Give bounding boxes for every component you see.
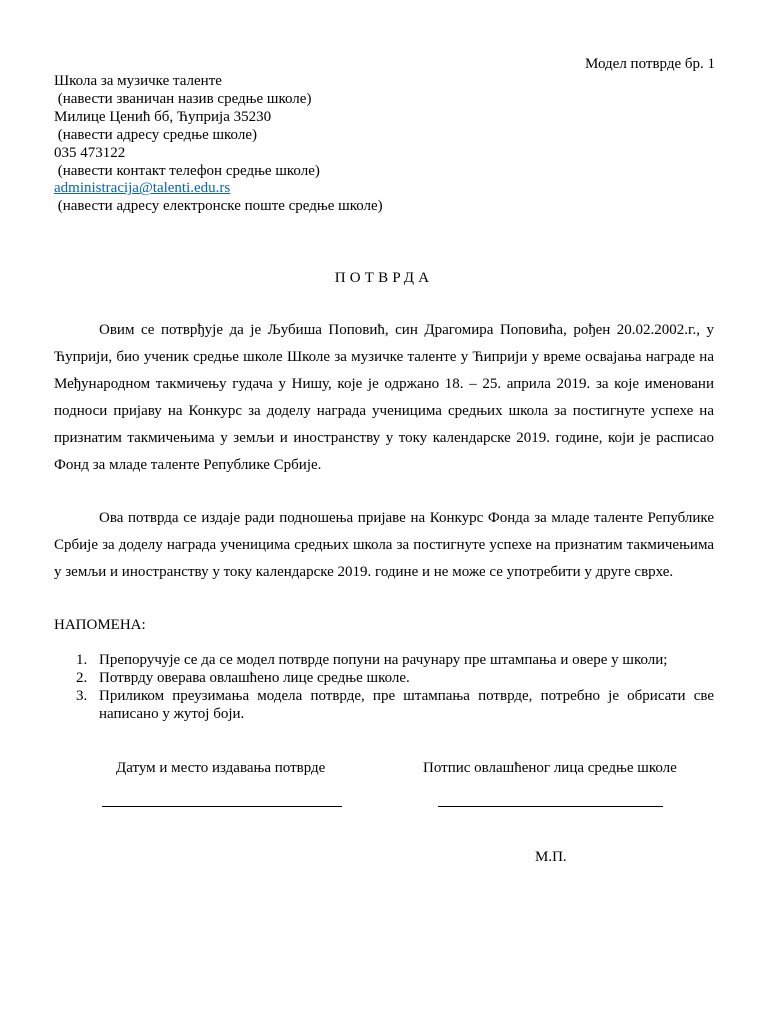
seal-mark: М.П. xyxy=(535,849,567,865)
school-name: Школа за музичке таленте xyxy=(54,73,222,89)
note-item xyxy=(54,669,714,687)
school-phone-hint: (навести контакт телефон средње школе) xyxy=(54,162,320,179)
school-email-link[interactable]: administracija@talenti.edu.rs xyxy=(54,180,231,197)
note-number: 3. xyxy=(76,688,88,704)
note-heading: НАПОМЕНА: xyxy=(54,617,146,633)
note-list xyxy=(54,651,714,723)
signatory-label: Потпис овлашћеног лица средње школе xyxy=(423,760,677,776)
note-text: Препоручује се да се модел потврде попуни на рачунару пре штампања и овере у школи; xyxy=(99,652,668,668)
school-email-hint: (навести адресу електронске поште средње школе) xyxy=(54,198,383,215)
note-item xyxy=(54,687,714,723)
school-address: Милице Ценић бб, Ћуприја 35230 xyxy=(54,108,272,125)
signature-line xyxy=(438,806,663,807)
note-text: Потврду оверава овлашћено лице средње школе. xyxy=(99,670,410,686)
date-place-line xyxy=(102,806,342,807)
school-info-block xyxy=(54,73,383,216)
school-phone: 035 473122 xyxy=(54,144,126,161)
note-number: 2. xyxy=(76,670,88,686)
date-place-label: Датум и место издавања потврде xyxy=(116,760,326,776)
certificate-paragraph-2: Ова потврда се издаје ради подношења пријаве на Конкурс Фонда за младе таленте Републике Србије за доделу награда ученицима средњих школа за постигнуте успехе на признатим такмичењима у земљи и иностранству у току календарске 2019. године и не може се употребити у друге сврхе. xyxy=(54,510,714,580)
school-name-hint: (навести званичан назив средње школе) xyxy=(54,90,312,107)
school-address-hint: (навести адресу средње школе) xyxy=(54,126,257,143)
note-number: 1. xyxy=(76,652,88,668)
model-number: Модел потврде бр. 1 xyxy=(585,56,715,72)
certificate-paragraph-1: Овим се потврђује да је Љубиша Поповић, син Драгомира Поповића, рођен 20.02.2002.г., у Ћуприји, био ученик средње школе Школе за музичке таленте у Ћиприји у време освајања награде на Међународном такмичењу гудача у Нишу, које је одржано 18. – 25. априла 2019. за које именовани подноси пријаву на Конкурс за доделу награда ученицима средњих школа за постигнуте успехе на признатим такмичењима у земљи и иностранству у току календарске 2019. године, који је расписао Фонд за младе таленте Републике Србије. xyxy=(54,322,714,473)
document-title: ПОТВРДА xyxy=(334,270,434,286)
note-item xyxy=(54,651,714,669)
note-text: Приликом преузимања модела потврде, пре штампања потврде, потребно је обрисати све написано у жутој боји. xyxy=(99,688,714,722)
